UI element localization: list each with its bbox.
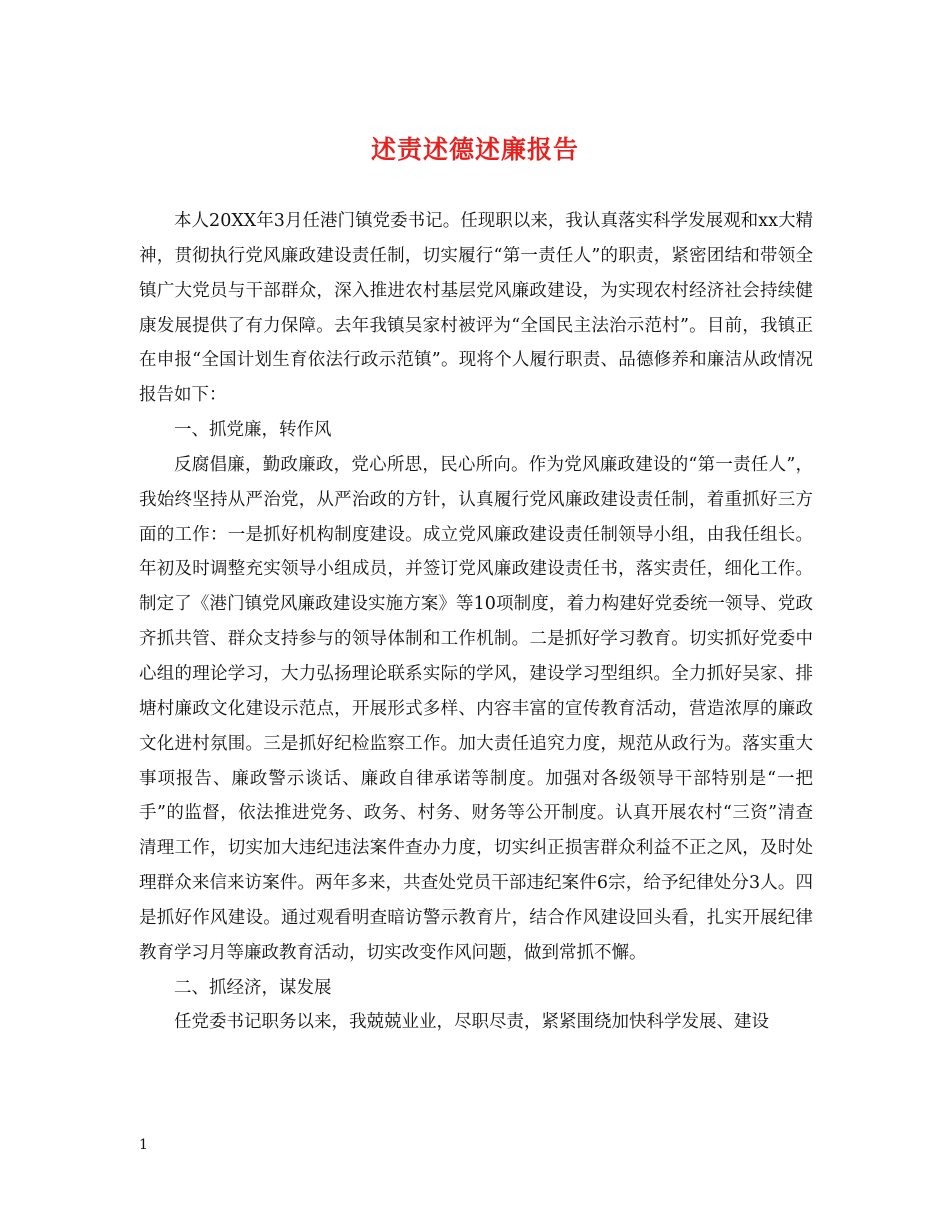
section-heading-1: 一、抓党廉，转作风: [174, 420, 332, 441]
page-number: 1: [139, 1137, 148, 1153]
paragraph-section-1: 反腐倡廉，勤政廉政，党心所思，民心所向。作为党风廉政建设的“第一责任人”，我始终坚持从严治党，从严治政的方针，认真履行党风廉政建设责任制，着重抓好三方面的工作：一是抓好机构制度建设。成立党风廉政建设责任制领导小组，由我任组长。年初及时调整充实领导小组成员，并签订党风廉政建设责任书，落实责任，细化工作。制定了《港门镇党风廉政建设实施方案》等10项制度，着力构建好党委统一领导、党政齐抓共管、群众支持参与的领导体制和工作机制。二是抓好学习教育。切实抓好党委中心组的理论学习，大力弘扬理论联系实际的学风，建设学习型组织。全力抓好吴家、排塘村廉政文化建设示范点，开展形式多样、内容丰富的宣传教育活动，营造浓厚的廉政文化进村氛围。三是抓好纪检监察工作。加大责任追究力度，规范从政行为。落实重大事项报告、廉政警示谈话、廉政自律承诺等制度。加强对各级领导干部特别是“一把手”的监督，依法推进党务、政务、村务、财务等公开制度。认真开展农村“三资”清查清理工作，切实加大违纪违法案件查办力度，切实纠正损害群众利益不正之风，及时处理群众来信来访案件。两年多来，共查处党员干部违纪案件6宗，给予纪律处分3人。四是抓好作风建设。通过观看明查暗访警示教育片，结合作风建设回头看，扎实开展纪律教育学习月等廉政教育活动，切实改变作风问题，做到常抓不懈。: [139, 454, 813, 963]
paragraph-intro: 本人20XX年3月任港门镇党委书记。任现职以来，我认真落实科学发展观和xx大精神，贯彻执行党风廉政建设责任制，切实履行“第一责任人”的职责，紧密团结和带领全镇广大党员与干部群众，深入推进农村基层党风廉政建设，为实现农村经济社会持续健康发展提供了有力保障。去年我镇吴家村被评为“全国民主法治示范村”。目前，我镇正在申报“全国计划生育依法行政示范镇”。现将个人履行职责、品德修养和廉洁从政情况报告如下：: [139, 211, 813, 406]
paragraph-section-2: 任党委书记职务以来，我兢兢业业，尽职尽责，紧紧围绕加快科学发展、建设: [174, 1012, 769, 1033]
section-heading-2: 二、抓经济，谋发展: [174, 977, 332, 998]
document-title: 述责述德述廉报告: [370, 135, 579, 164]
document-body: [139, 204, 813, 1040]
